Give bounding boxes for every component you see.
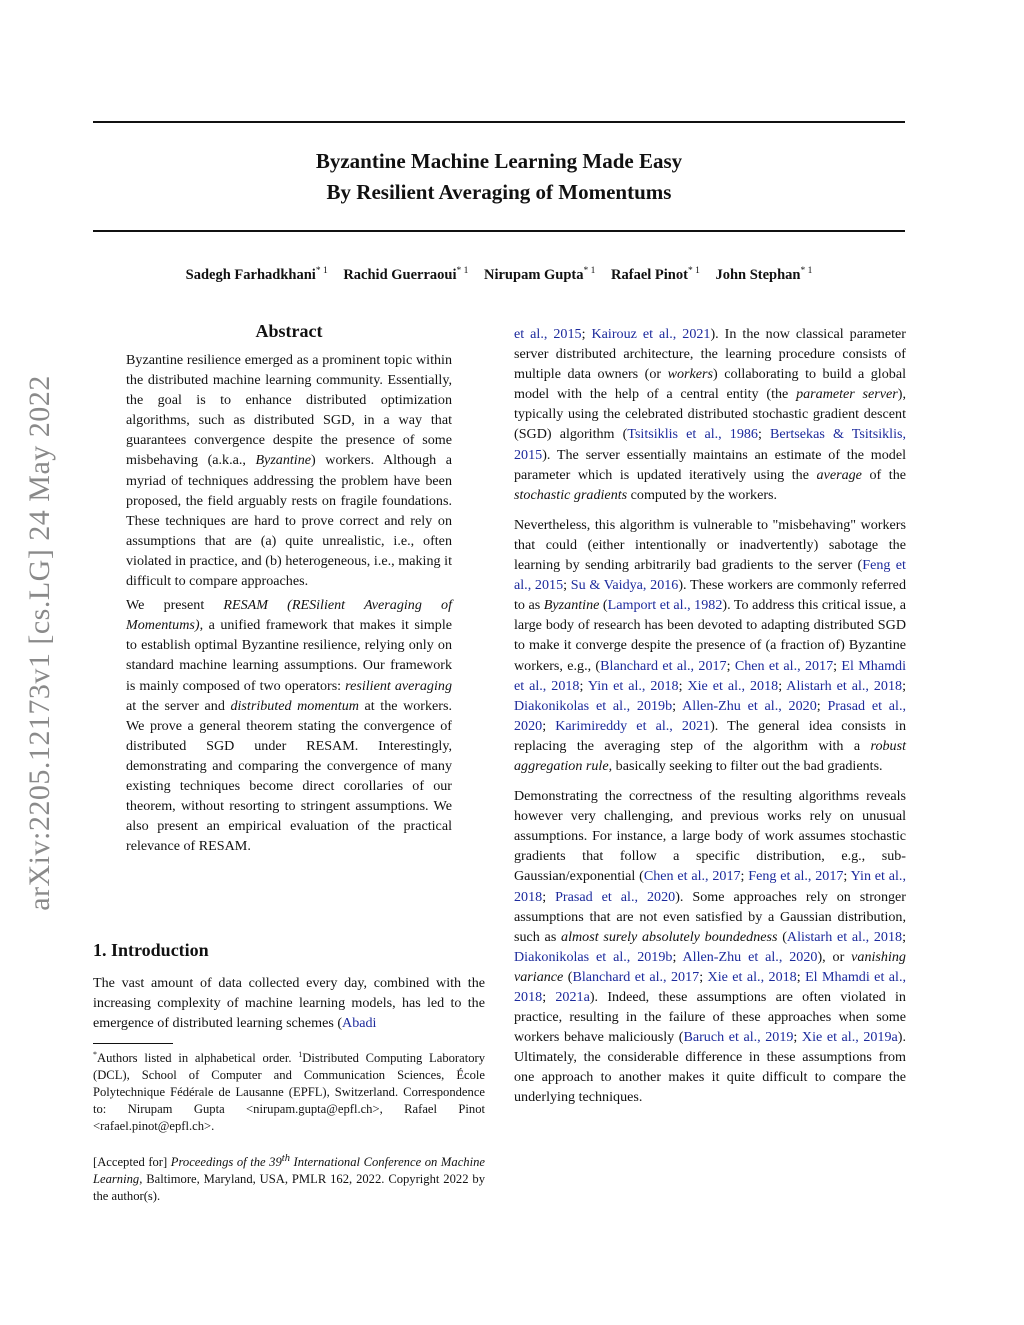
author: John Stephan$^{* 1}$ xyxy=(715,266,813,283)
citation-link[interactable]: Xie et al., 2019a xyxy=(801,1029,898,1046)
body-text: ; xyxy=(542,989,556,1005)
body-text: ; xyxy=(581,326,592,342)
abstract-paragraph: Byzantine resilience emerged as a prominent topic within the distributed machine learning community. Essentially, the goal is to enhance distributed optimization algorithms, such as distributed SGD, in a way that guarantees convergence despite the presence of some misbehaving (a.k.a., Byzantine) workers. Although a myriad of techniques addressing the problem have been proposed, the field arguably rests on fragile foundations. These techniques are hard to prove correct and rely on assumptions that are (a) quite unrealistic, i.e., often violated in practice, and (b) heterogeneous, i.e., making it difficult to compare approaches. xyxy=(126,352,452,590)
body-text: ). The server essentially maintains an estimate of the model parameter which is updated iteratively using the xyxy=(514,446,906,483)
citation-link[interactable]: Allen-Zhu et al., 2020 xyxy=(682,697,817,714)
citation-link[interactable]: Allen-Zhu et al., 2020 xyxy=(682,948,818,965)
citation-link[interactable]: El Mhamdi et al., 2018 xyxy=(514,657,906,694)
emphasized-text: almost surely absolutely boundedness xyxy=(561,928,778,945)
abstract-paragraph: We present RESAM (RESilient Averaging of Momentums), a unified framework that makes it simple to establish optimal Byzantine resilience, relying only on standard machine learning assumptions. Our framework is mainly composed of two operators: resilient averaging at the server and distributed momentum at the workers. We prove a general theorem stating the convergence of distributed SGD under RESAM. Interestingly, demonstrating and comparing the convergence of many existing techniques become direct corollaries of our theorem, without resorting to stringent assumptions. We also present an empirical evaluation of the practical relevance of RESAM. xyxy=(126,597,452,855)
emphasized-text: stochastic gradients xyxy=(514,486,628,503)
body-text: ; xyxy=(699,968,708,985)
body-text: ; xyxy=(757,426,771,443)
body-text: ; xyxy=(678,677,688,694)
body-text: ) collaborating to build a global model with the help of a central entity (the xyxy=(514,366,906,403)
citation-link[interactable]: Su & Vaidya, 2016 xyxy=(570,577,679,594)
citation-link[interactable]: Bertsekas & Tsitsiklis, 2015 xyxy=(514,426,907,463)
body-text: ; xyxy=(563,577,571,594)
paper-title xyxy=(93,146,905,208)
body-text: ; xyxy=(726,657,735,674)
author-list xyxy=(93,266,905,284)
citation-link[interactable]: Alistarh et al., 2018 xyxy=(786,928,903,945)
body-text: ). Ultimately, the considerable difference in these assumptions from one approach to another makes it quite difficult to compare the underlying techniques. xyxy=(514,1029,906,1106)
citation-link[interactable]: Chen et al., 2017 xyxy=(643,868,741,885)
body-text: ). These workers are commonly referred to as xyxy=(514,577,906,614)
footnote-rule xyxy=(93,1043,173,1044)
author: Rachid Guerraoui$^{* 1}$ xyxy=(343,266,469,283)
body-text: ; xyxy=(542,888,556,905)
body-text: of the xyxy=(861,466,906,483)
emphasized-text: average xyxy=(816,466,862,483)
citation-link[interactable]: Karimireddy et al., 2021 xyxy=(555,717,711,734)
body-text: ). In the now classical parameter server distributed architecture, the learning procedure consists of multiple data owners (or xyxy=(514,326,906,383)
citation-link[interactable]: et al., 2015 xyxy=(514,326,582,342)
body-text: ). The general idea consists in replacing the averaging step of the algorithm with a xyxy=(514,717,906,754)
body-text: ; xyxy=(778,677,787,694)
body-text: ( xyxy=(777,928,787,945)
right-column xyxy=(514,324,906,1108)
citation-link[interactable]: Blanchard et al., 2017 xyxy=(572,968,700,985)
body-text: ; xyxy=(902,928,906,945)
citation-link[interactable]: Xie et al., 2018 xyxy=(707,968,797,985)
citation-link[interactable]: Baruch et al., 2019 xyxy=(683,1029,794,1046)
citation-link[interactable]: Yin et al., 2018 xyxy=(514,868,906,905)
body-text: ; xyxy=(796,968,806,985)
abstract-section xyxy=(126,321,452,856)
title-line-2: By Resilient Averaging of Momentums xyxy=(326,180,672,204)
arxiv-stamp: arXiv:2205.12173v1 [cs.LG] 24 May 2022 xyxy=(23,375,56,911)
citation-link[interactable]: Prasad et al., 2020 xyxy=(555,888,676,905)
title-top-rule xyxy=(93,121,905,123)
citation-link[interactable]: Prasad et al., 2020 xyxy=(514,697,907,734)
author: Nirupam Gupta$^{* 1}$ xyxy=(484,266,596,283)
body-text: ( xyxy=(599,597,608,614)
citation-link[interactable]: Tsitsiklis et al., 1986 xyxy=(627,426,758,443)
body-text: ). Indeed, these assumptions are often violated in practice, resulting in the failure of these approaches when some workers behave maliciously ( xyxy=(514,989,906,1046)
citation-link[interactable]: Xie et al., 2018 xyxy=(687,677,779,694)
citation-link[interactable]: Lamport et al., 1982 xyxy=(607,597,723,614)
body-text: ; xyxy=(793,1029,802,1046)
body-text: ( xyxy=(563,968,573,985)
emphasized-text: workers xyxy=(667,366,714,383)
citation-link[interactable]: Abadi xyxy=(342,1015,377,1032)
body-paragraph xyxy=(514,515,906,776)
affiliation-footnote: *Authors listed in alphabetical order. $^1$Distributed Computing Laboratory (DCL), School of Computer and Communication Sciences, École Polytechnique Fédérale de Lausanne (EPFL), Switzerland. Correspondence to: Nirupam Gupta <nirupam.gupta@epfl.ch>, Rafael Pinot <rafael.pinot@epfl.ch>. xyxy=(93,1050,485,1134)
citation-link[interactable]: Diakonikolas et al., 2019b xyxy=(514,697,673,714)
title-line-1: Byzantine Machine Learning Made Easy xyxy=(315,149,683,173)
body-text: computed by the workers. xyxy=(627,486,778,503)
citation-link[interactable]: Yin et al., 2018 xyxy=(587,677,679,694)
emphasized-text: robust aggregation rule xyxy=(514,737,906,774)
body-text: , basically seeking to filter out the bad gradients. xyxy=(608,757,883,774)
introduction-section xyxy=(93,940,485,1033)
citation-link[interactable]: El Mhamdi et al., 2018 xyxy=(514,968,906,1005)
citation-link[interactable]: Feng et al., 2017 xyxy=(748,868,844,885)
citation-link[interactable]: Blanchard et al., 2017 xyxy=(600,657,727,674)
citation-link[interactable]: Diakonikolas et al., 2019b xyxy=(514,948,673,965)
body-text: ; xyxy=(833,657,842,674)
emphasized-text: parameter server xyxy=(796,386,898,403)
emphasized-text: Byzantine xyxy=(543,597,600,614)
citation-link[interactable]: 2021a xyxy=(555,989,590,1005)
author: Rafael Pinot$^{* 1}$ xyxy=(611,266,700,283)
body-paragraph xyxy=(514,786,906,1108)
citation-link[interactable]: Feng et al., 2015 xyxy=(514,557,906,594)
body-text: ; xyxy=(816,697,828,714)
title-bottom-rule xyxy=(93,230,905,232)
body-text: ), or xyxy=(817,948,852,965)
body-text: ; xyxy=(672,948,683,965)
emphasized-text: vanishing variance xyxy=(514,948,906,985)
introduction-heading: 1. Introduction xyxy=(93,940,209,960)
body-text: ; xyxy=(579,677,588,694)
body-text: ; xyxy=(740,868,749,885)
introduction-paragraph: The vast amount of data collected every day, combined with the increasing complexity of machine learning models, has led to the emergence of distributed learning schemes (Abadi xyxy=(93,975,485,1032)
author: Sadegh Farhadkhani$^{* 1}$ xyxy=(185,266,328,283)
citation-link[interactable]: Alistarh et al., 2018 xyxy=(786,677,903,694)
body-text: ; xyxy=(542,717,556,734)
body-text: ; xyxy=(902,677,906,694)
proceedings-footnote: [Accepted for] Proceedings of the 39th International Conference on Machine Learning, Baltimore, Maryland, USA, PMLR 162, 2022. Copyright 2022 by the author(s). xyxy=(93,1153,485,1204)
body-text: Nevertheless, this algorithm is vulnerable to "misbehaving" workers that could (either intentionally or inadvertently) sabotage the learning by sending arbitrarily bad gradients to the server ( xyxy=(514,516,906,574)
body-text: ; xyxy=(843,868,851,885)
body-text: ). To address this critical issue, a large body of research has been devoted to adapting distributed SGD to make it converge despite the presence of (a fraction of) Byzantine workers, e.g., ( xyxy=(514,597,907,674)
body-text: Demonstrating the correctness of the resulting algorithms reveals however very challenging, and previous works rely on unusual assumptions. For instance, a large body of work assumes stochastic gradients that follow a specific distribution, e.g., sub-Gaussian/exponential ( xyxy=(514,788,906,885)
body-paragraph xyxy=(514,324,906,505)
abstract-heading: Abstract xyxy=(255,321,323,341)
body-text: ), typically using the celebrated distributed stochastic gradient descent (SGD) algorithm ( xyxy=(514,386,906,443)
citation-link[interactable]: Kairouz et al., 2021 xyxy=(591,326,711,342)
citation-link[interactable]: Chen et al., 2017 xyxy=(734,657,834,674)
body-text: ; xyxy=(672,697,683,714)
body-text: ). Some approaches rely on stronger assumptions that are not even satisfied by a Gaussian distribution, such as xyxy=(514,888,906,945)
